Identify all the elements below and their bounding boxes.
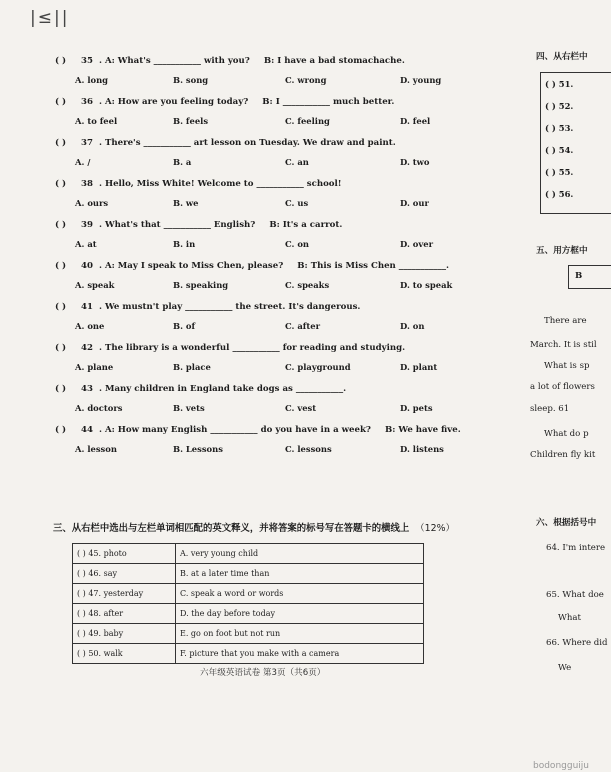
option-b: B. a xyxy=(173,157,192,167)
question-item xyxy=(55,179,495,220)
option-a: A. doctors xyxy=(75,403,123,413)
section-4-row[interactable]: ( ) 53. xyxy=(545,123,574,133)
matching-definition: D. the day before today xyxy=(176,604,424,624)
option-a: A. to feel xyxy=(75,116,118,126)
option-a: A. long xyxy=(75,75,109,85)
option-c: C. playground xyxy=(285,362,351,372)
section-6-line: 65. What doe xyxy=(546,590,604,600)
section-3-instruction: 三、从右栏中选出与左栏单词相匹配的英文释义，并将答案的标号写在答题卡的横线上 xyxy=(53,523,410,534)
question-text: Hello, Miss White! Welcome to ___________ school! xyxy=(104,179,342,189)
question-text: A: What's ___________ with you? xyxy=(104,56,250,66)
question-item xyxy=(55,425,495,466)
option-a: A. / xyxy=(75,157,91,167)
question-reply: B: I ___________ much better. xyxy=(262,97,395,107)
question-reply: B: I have a bad stomachache. xyxy=(263,56,405,66)
option-c: C. lessons xyxy=(285,444,332,454)
option-d: D. our xyxy=(400,198,429,208)
question-number: 39 xyxy=(81,220,93,230)
question-reply: B: This is Miss Chen ___________. xyxy=(297,261,450,271)
matching-word[interactable]: ( ) 50. walk xyxy=(73,644,176,664)
question-stem: ( ) 38 . Hello, Miss White! Welcome to ___________ school! xyxy=(55,179,342,189)
question-stem: ( ) 40 . A: May I speak to Miss Chen, please? B: This is Miss Chen ___________. xyxy=(55,261,450,271)
question-text: There's ___________ art lesson on Tuesday. We draw and paint. xyxy=(104,138,396,148)
section-4-row[interactable]: ( ) 55. xyxy=(545,167,574,177)
answer-bracket[interactable]: ( ) xyxy=(55,97,67,107)
section-4-row[interactable]: ( ) 56. xyxy=(545,189,574,199)
section-4-row[interactable]: ( ) 54. xyxy=(545,145,574,155)
answer-bracket[interactable]: ( ) xyxy=(55,138,67,148)
question-text: We mustn't play ___________ the street. It's dangerous. xyxy=(104,302,361,312)
section-6-title: 六、根据括号中 xyxy=(536,518,597,528)
option-d: D. pets xyxy=(400,403,433,413)
matching-word[interactable]: ( ) 45. photo xyxy=(73,544,176,564)
option-d: D. feel xyxy=(400,116,431,126)
matching-row xyxy=(73,624,424,644)
question-number: 44 xyxy=(81,425,93,435)
question-item xyxy=(55,138,495,179)
question-stem: ( ) 37 . There's ___________ art lesson on Tuesday. We draw and paint. xyxy=(55,138,396,148)
option-a: A. ours xyxy=(75,198,109,208)
option-c: C. speaks xyxy=(285,280,330,290)
question-number: 41 xyxy=(81,302,93,312)
question-item xyxy=(55,343,495,384)
question-item xyxy=(55,220,495,261)
option-b: B. in xyxy=(173,239,196,249)
question-number: 42 xyxy=(81,343,93,353)
option-b: B. Lessons xyxy=(173,444,223,454)
question-item xyxy=(55,261,495,302)
answer-bracket[interactable]: ( ) xyxy=(55,179,67,189)
question-reply: B: We have five. xyxy=(384,425,461,435)
option-d: D. to speak xyxy=(400,280,453,290)
question-item xyxy=(55,384,495,425)
option-d: D. plant xyxy=(400,362,438,372)
matching-row xyxy=(73,584,424,604)
option-b: B. speaking xyxy=(173,280,229,290)
matching-row xyxy=(73,544,424,564)
option-a: A. one xyxy=(75,321,105,331)
question-stem: ( ) 41 . We mustn't play ___________ the street. It's dangerous. xyxy=(55,302,361,312)
option-d: D. on xyxy=(400,321,425,331)
section-4-row[interactable]: ( ) 52. xyxy=(545,101,574,111)
question-text: The library is a wonderful ___________ for reading and studying. xyxy=(104,343,406,353)
option-b: B. place xyxy=(173,362,211,372)
answer-bracket[interactable]: ( ) xyxy=(55,302,67,312)
option-a: A. plane xyxy=(75,362,114,372)
option-c: C. us xyxy=(285,198,309,208)
option-c: C. wrong xyxy=(285,75,327,85)
option-b: B. vets xyxy=(173,403,205,413)
question-stem: ( ) 42 . The library is a wonderful ___________ for reading and studying. xyxy=(55,343,406,353)
question-stem: ( ) 44 . A: How many English ___________ do you have in a week? B: We have five. xyxy=(55,425,461,435)
passage-line: What is sp xyxy=(544,361,590,371)
question-item xyxy=(55,97,495,138)
option-c: C. feeling xyxy=(285,116,330,126)
matching-word[interactable]: ( ) 49. baby xyxy=(73,624,176,644)
passage-line: What do p xyxy=(544,429,589,439)
word-box xyxy=(568,265,611,289)
section-3-score: （12%） xyxy=(415,523,455,534)
option-c: C. after xyxy=(285,321,320,331)
passage-line: Children fly kit xyxy=(530,450,596,460)
option-a: A. speak xyxy=(75,280,115,290)
answer-bracket[interactable]: ( ) xyxy=(55,56,67,66)
option-c: C. an xyxy=(285,157,309,167)
section-6-line: 66. Where did xyxy=(546,638,608,648)
matching-row xyxy=(73,604,424,624)
word-box-label: B xyxy=(575,271,583,281)
matching-definition: F. picture that you make with a camera xyxy=(176,644,424,664)
option-b: B. feels xyxy=(173,116,209,126)
matching-row xyxy=(73,644,424,664)
passage-line: March. It is stil xyxy=(530,340,597,350)
answer-bracket[interactable]: ( ) xyxy=(55,220,67,230)
option-a: A. at xyxy=(75,239,97,249)
matching-definition: E. go on foot but not run xyxy=(176,624,424,644)
section-6-line: 64. I'm intere xyxy=(546,543,606,553)
matching-definition: C. speak a word or words xyxy=(176,584,424,604)
question-number: 43 xyxy=(81,384,93,394)
question-text: A: How many English ___________ do you have in a week? xyxy=(104,425,371,435)
section-3-title xyxy=(53,520,455,534)
section-4-box xyxy=(540,72,611,214)
section-5-title: 五、用方框中 xyxy=(536,246,588,256)
question-number: 37 xyxy=(81,138,93,148)
watermark: bodongguiju xyxy=(533,761,589,771)
section-4-row[interactable]: ( ) 51. xyxy=(545,79,574,89)
matching-definition: B. at a later time than xyxy=(176,564,424,584)
answer-bracket[interactable]: ( ) xyxy=(55,343,67,353)
question-text: Many children in England take dogs as ___________. xyxy=(104,384,347,394)
option-a: A. lesson xyxy=(75,444,117,454)
matching-word[interactable]: ( ) 48. after xyxy=(73,604,176,624)
page-footer: 六年级英语试卷 第3页（共6页） xyxy=(200,668,326,678)
option-b: B. we xyxy=(173,198,199,208)
answer-bracket[interactable]: ( ) xyxy=(55,425,67,435)
option-b: B. of xyxy=(173,321,196,331)
option-d: D. listens xyxy=(400,444,444,454)
question-stem: ( ) 36 . A: How are you feeling today? B: I ___________ much better. xyxy=(55,97,395,107)
question-number: 36 xyxy=(81,97,93,107)
option-d: D. two xyxy=(400,157,430,167)
option-c: C. vest xyxy=(285,403,317,413)
option-d: D. over xyxy=(400,239,433,249)
question-number: 38 xyxy=(81,179,93,189)
matching-table xyxy=(72,543,424,664)
option-b: B. song xyxy=(173,75,209,85)
question-stem: ( ) 39 . What's that ___________ English? B: It's a carrot. xyxy=(55,220,343,230)
question-stem: ( ) 43 . Many children in England take dogs as ___________. xyxy=(55,384,347,394)
section-4-title: 四、从右栏中 xyxy=(536,52,588,62)
question-text: A: May I speak to Miss Chen, please? xyxy=(104,261,284,271)
question-text: What's that ___________ English? xyxy=(104,220,256,230)
passage-line: sleep. 61 xyxy=(530,404,570,414)
question-reply: B: It's a carrot. xyxy=(269,220,343,230)
matching-row xyxy=(73,564,424,584)
margin-mark: |≤|| xyxy=(30,8,70,28)
matching-definition: A. very young child xyxy=(176,544,424,564)
answer-bracket[interactable]: ( ) xyxy=(55,384,67,394)
passage-line: There are xyxy=(544,316,587,326)
right-column xyxy=(528,0,611,772)
question-number: 40 xyxy=(81,261,93,271)
question-item xyxy=(55,56,495,97)
option-d: D. young xyxy=(400,75,442,85)
matching-word[interactable]: ( ) 47. yesterday xyxy=(73,584,176,604)
section-6-line: We xyxy=(558,663,572,673)
passage-line: a lot of flowers xyxy=(530,382,595,392)
question-number: 35 xyxy=(81,56,93,66)
answer-bracket[interactable]: ( ) xyxy=(55,261,67,271)
question-item xyxy=(55,302,495,343)
question-stem: ( ) 35 . A: What's ___________ with you? B: I have a bad stomachache. xyxy=(55,56,405,66)
matching-word[interactable]: ( ) 46. say xyxy=(73,564,176,584)
multiple-choice-section xyxy=(55,56,495,466)
question-text: A: How are you feeling today? xyxy=(104,97,249,107)
section-6-line: What xyxy=(558,613,581,623)
option-c: C. on xyxy=(285,239,310,249)
